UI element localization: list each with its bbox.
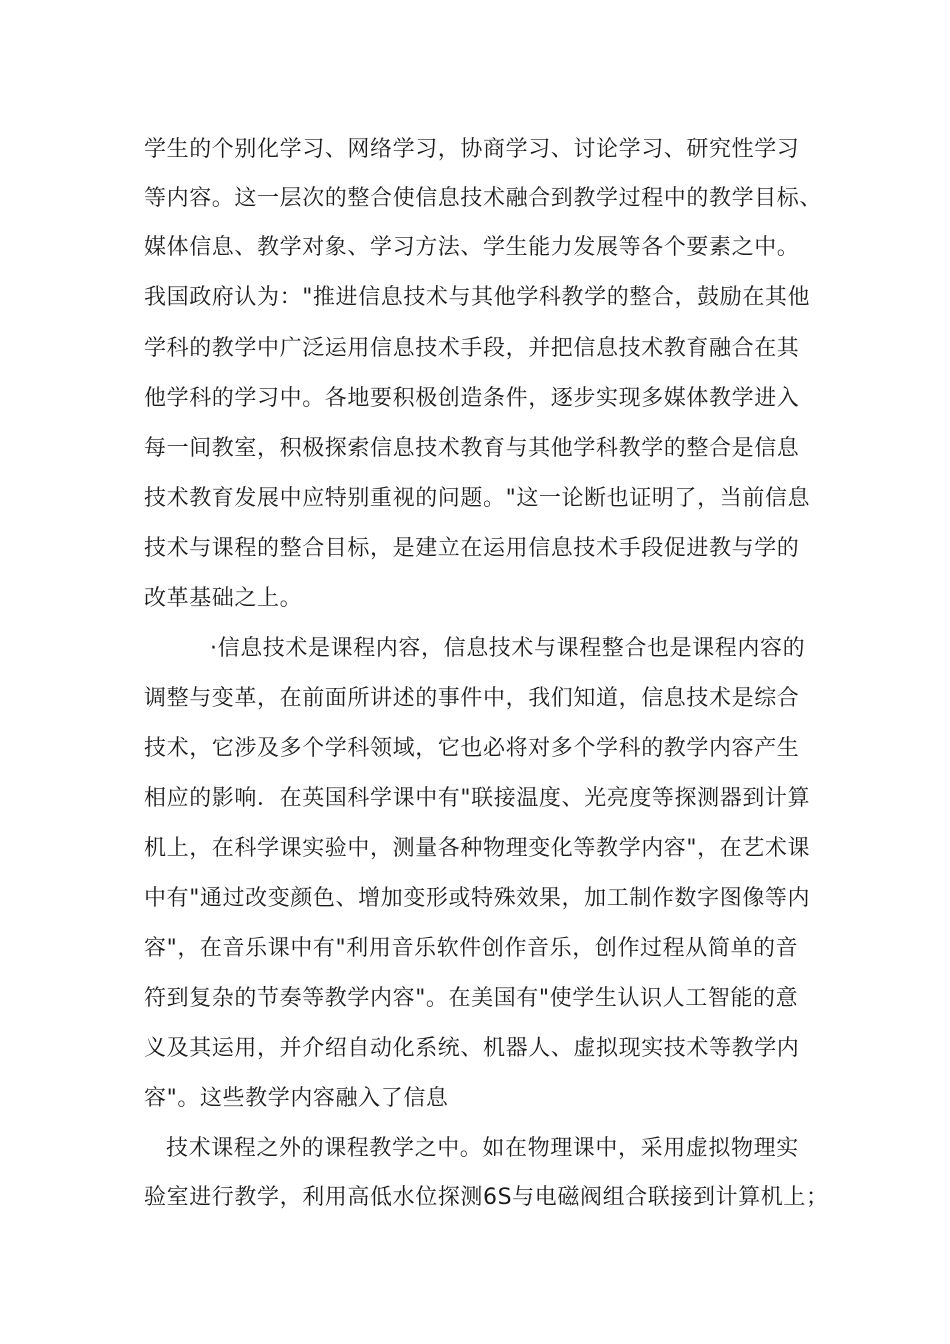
text-line: ·信息技术是课程内容，信息技术与课程整合也是课程内容的 (210, 636, 806, 661)
text-line: 相应的影响．在英国科学课中有"联接温度、光亮度等探测器到计算 (144, 786, 811, 811)
text-line: 技术教育发展中应特别重视的问题。"这一论断也证明了，当前信息 (144, 486, 811, 511)
text-line: 义及其运用，并介绍自动化系统、机器人、虚拟现实技术等教学内 (144, 1036, 800, 1061)
text-line: 技术课程之外的课程教学之中。如在物理课中，采用虚拟物理实 (166, 1136, 799, 1161)
text-line: 容"。这些教学内容融入了信息 (144, 1086, 449, 1111)
text-line: 每一间教室，积极探索信息技术教育与其他学科教学的整合是信息 (144, 436, 800, 461)
text-line: 学科的教学中广泛运用信息技术手段，并把信息技术教育融合在其 (144, 336, 800, 361)
text-line: 改革基础之上。 (144, 586, 303, 611)
text-line: 我国政府认为："推进信息技术与其他学科教学的整合，鼓励在其他 (144, 285, 811, 310)
text-line: 技术，它涉及多个学科领域，它也必将对多个学科的教学内容产生 (144, 736, 800, 761)
text-line: 学生的个别化学习、网络学习，协商学习、讨论学习、研究性学习 (144, 137, 800, 162)
text-line: 机上，在科学课实验中，测量各种物理变化等教学内容"，在艺术课 (144, 836, 811, 861)
text-line: 验室进行教学，利用高低水位探测6S与电磁阀组合联接到计算机上； (144, 1185, 829, 1210)
text-line: 符到复杂的节奏等教学内容"。在美国有"使学生认识人工智能的意 (144, 986, 799, 1011)
text-line: 中有"通过改变颜色、增加变形或特殊效果，加工制作数字图像等内 (144, 886, 811, 911)
text-line: 他学科的学习中。各地要积极创造条件，逐步实现多媒体教学进入 (144, 386, 800, 411)
text-line: 媒体信息、教学对象、学习方法、学生能力发展等各个要素之中。 (144, 235, 800, 260)
text-line: 调整与变革，在前面所讲述的事件中，我们知道，信息技术是综合 (144, 686, 800, 711)
text-line: 容"，在音乐课中有"利用音乐软件创作音乐，创作过程从简单的音 (144, 936, 799, 961)
text-line: 等内容。这一层次的整合使信息技术融合到教学过程中的教学目标、 (144, 186, 823, 211)
text-line: 技术与课程的整合目标，是建立在运用信息技术手段促进教与学的 (144, 536, 800, 561)
